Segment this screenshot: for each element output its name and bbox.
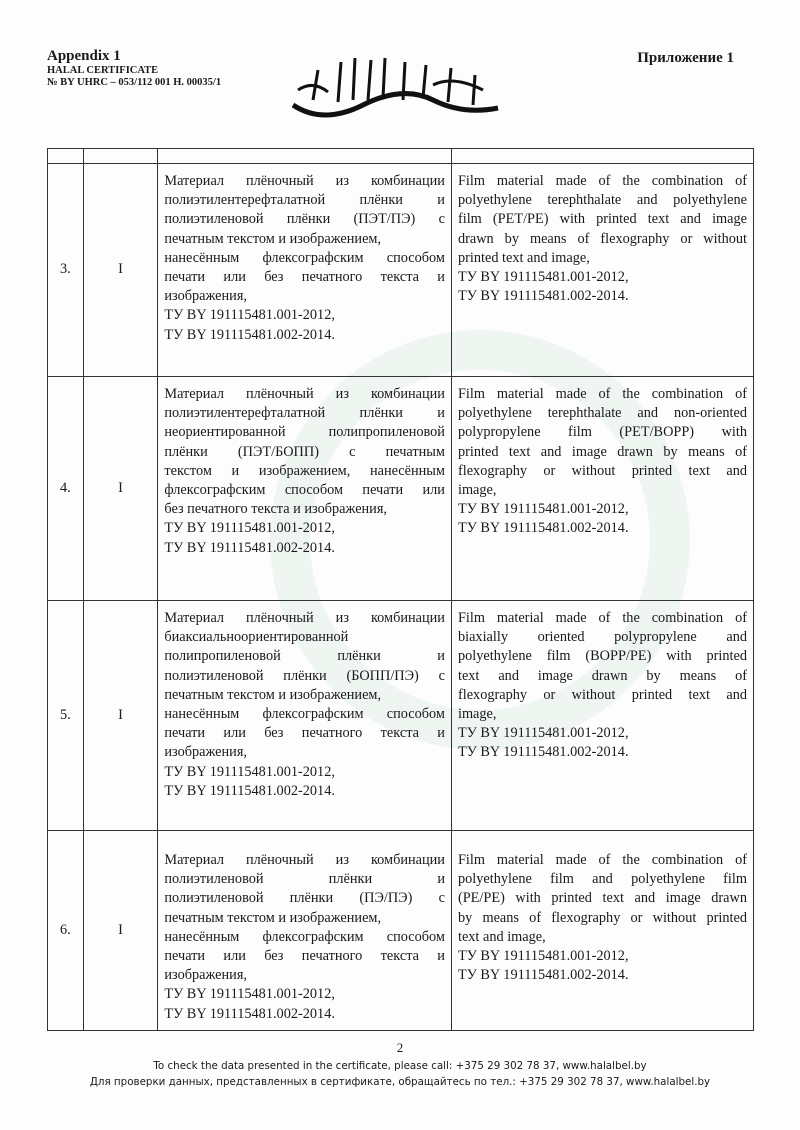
description-line: ТУ BY 191115481.001-2012,: [164, 520, 335, 537]
description-line: нанесённым флексографским способом: [164, 706, 445, 723]
description-line: (PE/PE) with printed text and image drawn: [457, 890, 747, 907]
products-table: [47, 148, 754, 1031]
description-line: Материал плёночный из комбинации: [164, 173, 445, 189]
description-line: ТУ BY 191115481.001-2012,: [164, 307, 335, 324]
description-line: ТУ BY 191115481.001-2012,: [164, 986, 335, 1003]
description-line: печатным текстом и изображением,: [164, 909, 382, 926]
footer-contact-ru: Для проверки данных, представленных в сертификате, обращайтесь по тел.: +375 29 302 78 37, www.halalbel.by: [89, 1076, 711, 1088]
description-line: polyethylene film (BOPP/PE) with printed: [457, 648, 747, 665]
description-line: by means of flexography or without printed: [457, 909, 747, 926]
description-line: полиэтиленовой плёнки и: [164, 871, 445, 888]
description-line: flexography or without printed text and: [457, 686, 747, 703]
appendix-label: Appendix 1: [47, 48, 121, 64]
table-row: [48, 601, 754, 831]
description-line: ТУ BY 191115481.001-2012,: [457, 725, 629, 742]
table-row: [48, 377, 754, 601]
description-en: [451, 831, 753, 1031]
certificate-number: № BY UHRC – 053/112 001 H. 00035/1: [47, 77, 222, 89]
description-line: ТУ BY 191115481.001-2012,: [457, 269, 629, 286]
certificate-title: HALAL CERTIFICATE: [47, 65, 159, 77]
description-line: image,: [457, 482, 497, 499]
description-line: ТУ BY 191115481.001-2012,: [164, 763, 335, 780]
description-line: нанесённым флексографским способом: [164, 249, 445, 266]
row-number: 5.: [48, 601, 84, 831]
description-line: изображения,: [164, 288, 247, 305]
description-line: image,: [457, 706, 497, 723]
appendix-label-ru: Приложение 1: [637, 50, 734, 66]
description-line: текстом и изображением, нанесённым: [164, 462, 445, 479]
description-ru: [158, 831, 452, 1031]
description-line: Материал плёночный из комбинации: [164, 386, 445, 402]
row-class: I: [83, 377, 158, 601]
description-line: полиэтиленовой плёнки (ПЭТ/ПЭ) с: [164, 211, 445, 228]
description-line: polypropylene film (PET/BOPP) with: [457, 424, 747, 441]
bismillah-calligraphy-logo: [283, 50, 508, 125]
description-line: Film material made of the combination of: [457, 610, 747, 626]
page-number: 2: [396, 1040, 404, 1055]
description-line: полиэтиленовой плёнки (ПЭ/ПЭ) с: [164, 890, 445, 907]
header-left: [47, 48, 221, 89]
description-line: печатным текстом и изображением,: [164, 230, 382, 247]
description-line: полиэтилентерефталатной плёнки и: [164, 192, 445, 209]
description-line: text and image drawn by means of: [457, 667, 747, 684]
row-class: I: [83, 601, 158, 831]
description-line: без печатного текста и изображения,: [164, 501, 387, 518]
description-line: biaxially oriented polypropylene and: [457, 629, 747, 646]
description-line: ТУ BY 191115481.002-2014.: [164, 1005, 335, 1022]
table-row: [48, 164, 754, 377]
description-en: [451, 377, 753, 601]
table-header-strip: [48, 149, 754, 164]
row-class: I: [83, 164, 158, 377]
description-line: ТУ BY 191115481.002-2014.: [457, 288, 629, 305]
description-line: Film material made of the combination of: [457, 852, 747, 868]
description-line: ТУ BY 191115481.002-2014.: [164, 539, 335, 556]
description-ru: [158, 164, 452, 377]
description-line: ТУ BY 191115481.002-2014.: [164, 782, 335, 799]
description-line: печатным текстом и изображением,: [164, 686, 382, 703]
description-line: text and image,: [457, 928, 546, 945]
description-line: печати или без печатного текста и: [164, 269, 445, 286]
description-ru: [158, 377, 452, 601]
description-line: неориентированной полипропиленовой: [164, 424, 445, 441]
description-line: polyethylene film and polyethylene film: [457, 871, 747, 888]
row-number: 6.: [48, 831, 84, 1031]
description-line: печати или без печатного текста и: [164, 948, 445, 965]
description-line: printed text and image,: [457, 249, 590, 266]
table-row: [48, 831, 754, 1031]
description-line: биаксиальноориентированной: [164, 629, 349, 646]
description-line: нанесённым флексографским способом: [164, 928, 445, 945]
description-line: ТУ BY 191115481.002-2014.: [457, 520, 629, 537]
description-line: флексографским способом печати или: [164, 482, 445, 499]
row-number: 4.: [48, 377, 84, 601]
description-line: ТУ BY 191115481.002-2014.: [457, 744, 629, 761]
description-line: изображения,: [164, 744, 247, 761]
description-ru: [158, 601, 452, 831]
description-line: polyethylene terephthalate and non-oriented: [457, 405, 747, 422]
row-number: 3.: [48, 164, 84, 377]
description-en: [451, 601, 753, 831]
description-line: полиэтиленовой плёнки (БОПП/ПЭ) с: [164, 667, 445, 684]
description-line: drawn by means of flexography or without: [457, 230, 747, 247]
description-en: [451, 164, 753, 377]
description-line: изображения,: [164, 967, 247, 984]
description-line: ТУ BY 191115481.002-2014.: [457, 967, 629, 984]
description-line: flexography or without printed text and: [457, 462, 747, 479]
description-line: ТУ BY 191115481.001-2012,: [457, 501, 629, 518]
description-line: film (PET/PE) with printed text and image: [457, 211, 747, 228]
description-line: полиэтилентерефталатной плёнки и: [164, 405, 445, 422]
description-line: Film material made of the combination of: [457, 173, 747, 189]
description-line: плёнки (ПЭТ/БОПП) с печатным: [164, 443, 445, 460]
description-line: полипропиленовой плёнки и: [164, 648, 445, 665]
description-line: ТУ BY 191115481.002-2014.: [164, 326, 335, 343]
description-line: ТУ BY 191115481.001-2012,: [457, 948, 629, 965]
description-line: printed text and image drawn by means of: [457, 443, 747, 460]
description-line: Материал плёночный из комбинации: [164, 852, 445, 868]
description-line: печати или без печатного текста и: [164, 725, 445, 742]
description-line: polyethylene terephthalate and polyethylene: [457, 192, 747, 209]
footer-contact-en: To check the data presented in the certificate, please call: +375 29 302 78 37, www.halalbel.by: [153, 1060, 647, 1072]
description-line: Film material made of the combination of: [457, 386, 747, 402]
description-line: Материал плёночный из комбинации: [164, 610, 445, 626]
row-class: I: [83, 831, 158, 1031]
